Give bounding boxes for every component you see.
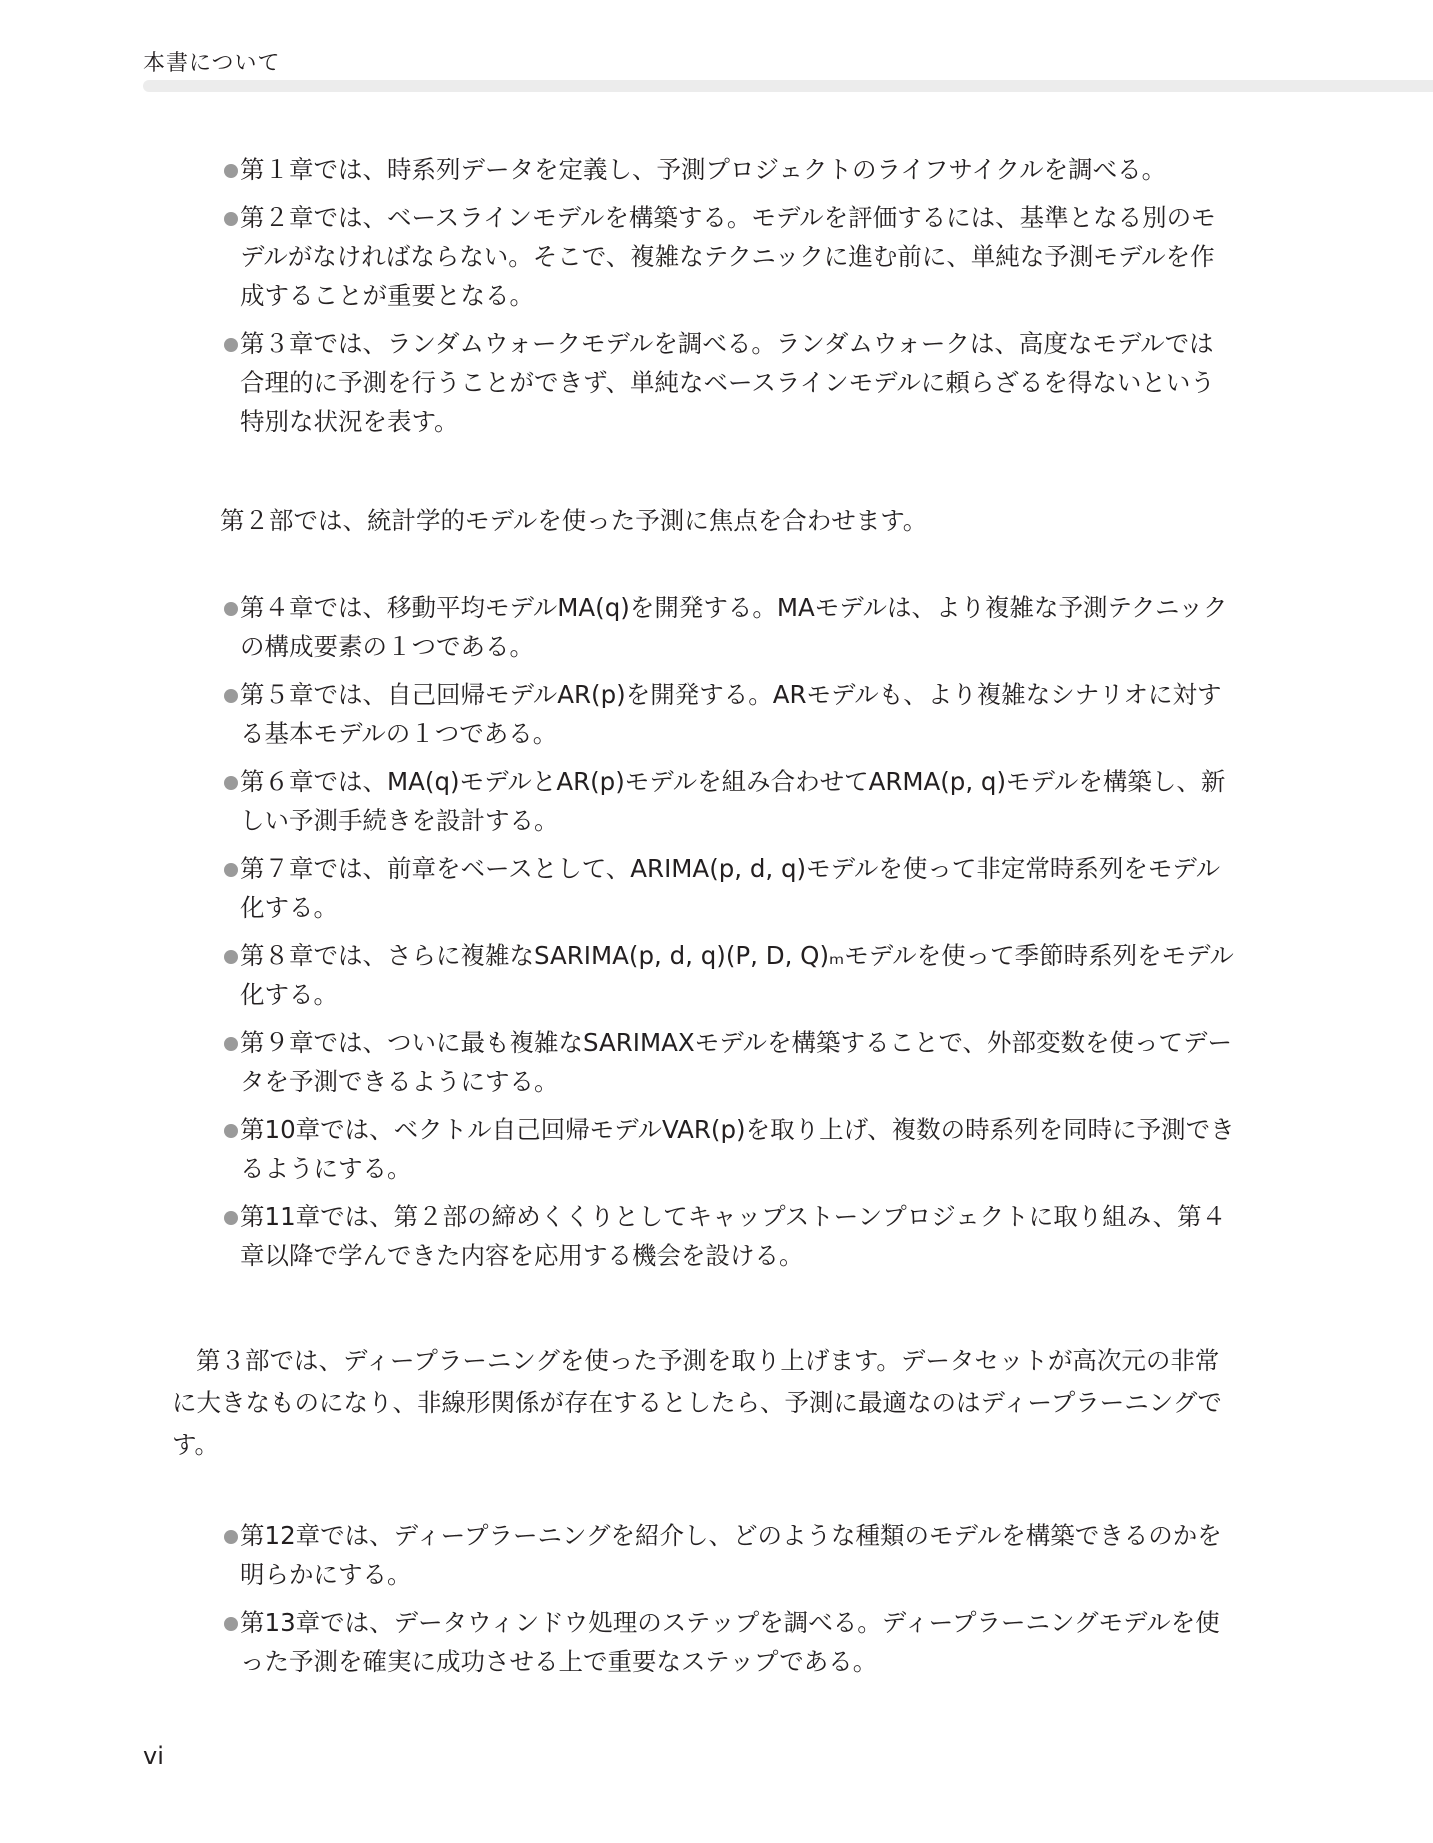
bullet-icon <box>224 689 238 703</box>
bullet-icon <box>224 1211 238 1225</box>
list-item <box>196 1110 1236 1188</box>
list-item <box>196 936 1236 1014</box>
list-item <box>196 849 1236 927</box>
list-item <box>196 588 1236 666</box>
header-rule <box>143 80 1433 92</box>
bullet-icon <box>224 1124 238 1138</box>
list-item-text: 第４章では、移動平均モデルMA(q)を開発する。MAモデルは、より複雑な予測テクニックの構成要素の１つである。 <box>240 593 1228 661</box>
list-item <box>196 1603 1236 1681</box>
bullet-icon <box>224 950 238 964</box>
list-item-text: 第10章では、ベクトル自己回帰モデルVAR(p)を取り上げ、複数の時系列を同時に予測できるようにする。 <box>240 1115 1235 1183</box>
list-item-text: 第６章では、MA(q)モデルとAR(p)モデルを組み合わせてARMA(p, q)モデルを構築し、新しい予測手続きを設計する。 <box>240 767 1226 835</box>
bullet-icon <box>224 338 238 352</box>
bullet-icon <box>224 863 238 877</box>
list-item-text: 第８章では、さらに複雑なSARIMA(p, d, q)(P, D, Q)ₘモデルを使って季節時系列をモデル化する。 <box>240 941 1234 1009</box>
list-item-text: 第11章では、第２部の締めくくりとしてキャップストーンプロジェクトに取り組み、第４章以降で学んできた内容を応用する機会を設ける。 <box>240 1202 1227 1270</box>
list-item <box>196 675 1236 753</box>
list-item-text: 第２章では、ベースラインモデルを構築する。モデルを評価するには、基準となる別のモデルがなければならない。そこで、複雑なテクニックに進む前に、単純な予測モデルを作成することが重要となる。 <box>240 203 1216 310</box>
part3-intro: 第３部では、ディープラーニングを使った予測を取り上げます。データセットが高次元の非常に大きなものになり、非線形関係が存在するとしたら、予測に最適なのはディープラーニングです。 <box>172 1346 1222 1459</box>
bullet-icon <box>224 602 238 616</box>
running-head: 本書について <box>143 51 281 76</box>
list-item-text: 第13章では、データウィンドウ処理のステップを調べる。ディープラーニングモデルを使った予測を確実に成功させる上で重要なステップである。 <box>240 1608 1220 1676</box>
bullet-icon <box>224 776 238 790</box>
list-item-text: 第３章では、ランダムウォークモデルを調べる。ランダムウォークは、高度なモデルでは合理的に予測を行うことができず、単純なベースラインモデルに頼らざるを得ないという特別な状況を表す。 <box>240 329 1215 436</box>
list-item <box>196 324 1236 441</box>
list-item <box>196 150 1236 189</box>
list-item <box>196 198 1236 315</box>
part2-intro: 第２部では、統計学的モデルを使った予測に焦点を合わせます。 <box>220 506 928 535</box>
bullet-icon <box>224 1037 238 1051</box>
page-body <box>172 150 1236 1690</box>
part1-chapter-list <box>196 150 1236 441</box>
bullet-icon <box>224 212 238 226</box>
part2-chapter-list <box>196 588 1236 1275</box>
page-number: vi <box>143 1742 164 1770</box>
part3-chapter-list <box>196 1516 1236 1681</box>
list-item-text: 第９章では、ついに最も複雑なSARIMAXモデルを構築することで、外部変数を使ってデータを予測できるようにする。 <box>240 1028 1232 1096</box>
list-item <box>196 762 1236 840</box>
list-item <box>196 1197 1236 1275</box>
list-item <box>196 1516 1236 1594</box>
bullet-icon <box>224 1617 238 1631</box>
list-item <box>196 1023 1236 1101</box>
list-item-text: 第１章では、時系列データを定義し、予測プロジェクトのライフサイクルを調べる。 <box>240 155 1167 184</box>
list-item-text: 第５章では、自己回帰モデルAR(p)を開発する。ARモデルも、より複雑なシナリオに対する基本モデルの１つである。 <box>240 680 1222 748</box>
bullet-icon <box>224 164 238 178</box>
bullet-icon <box>224 1530 238 1544</box>
list-item-text: 第７章では、前章をベースとして、ARIMA(p, d, q)モデルを使って非定常時系列をモデル化する。 <box>240 854 1221 922</box>
list-item-text: 第12章では、ディープラーニングを紹介し、どのような種類のモデルを構築できるのかを明らかにする。 <box>240 1521 1222 1589</box>
